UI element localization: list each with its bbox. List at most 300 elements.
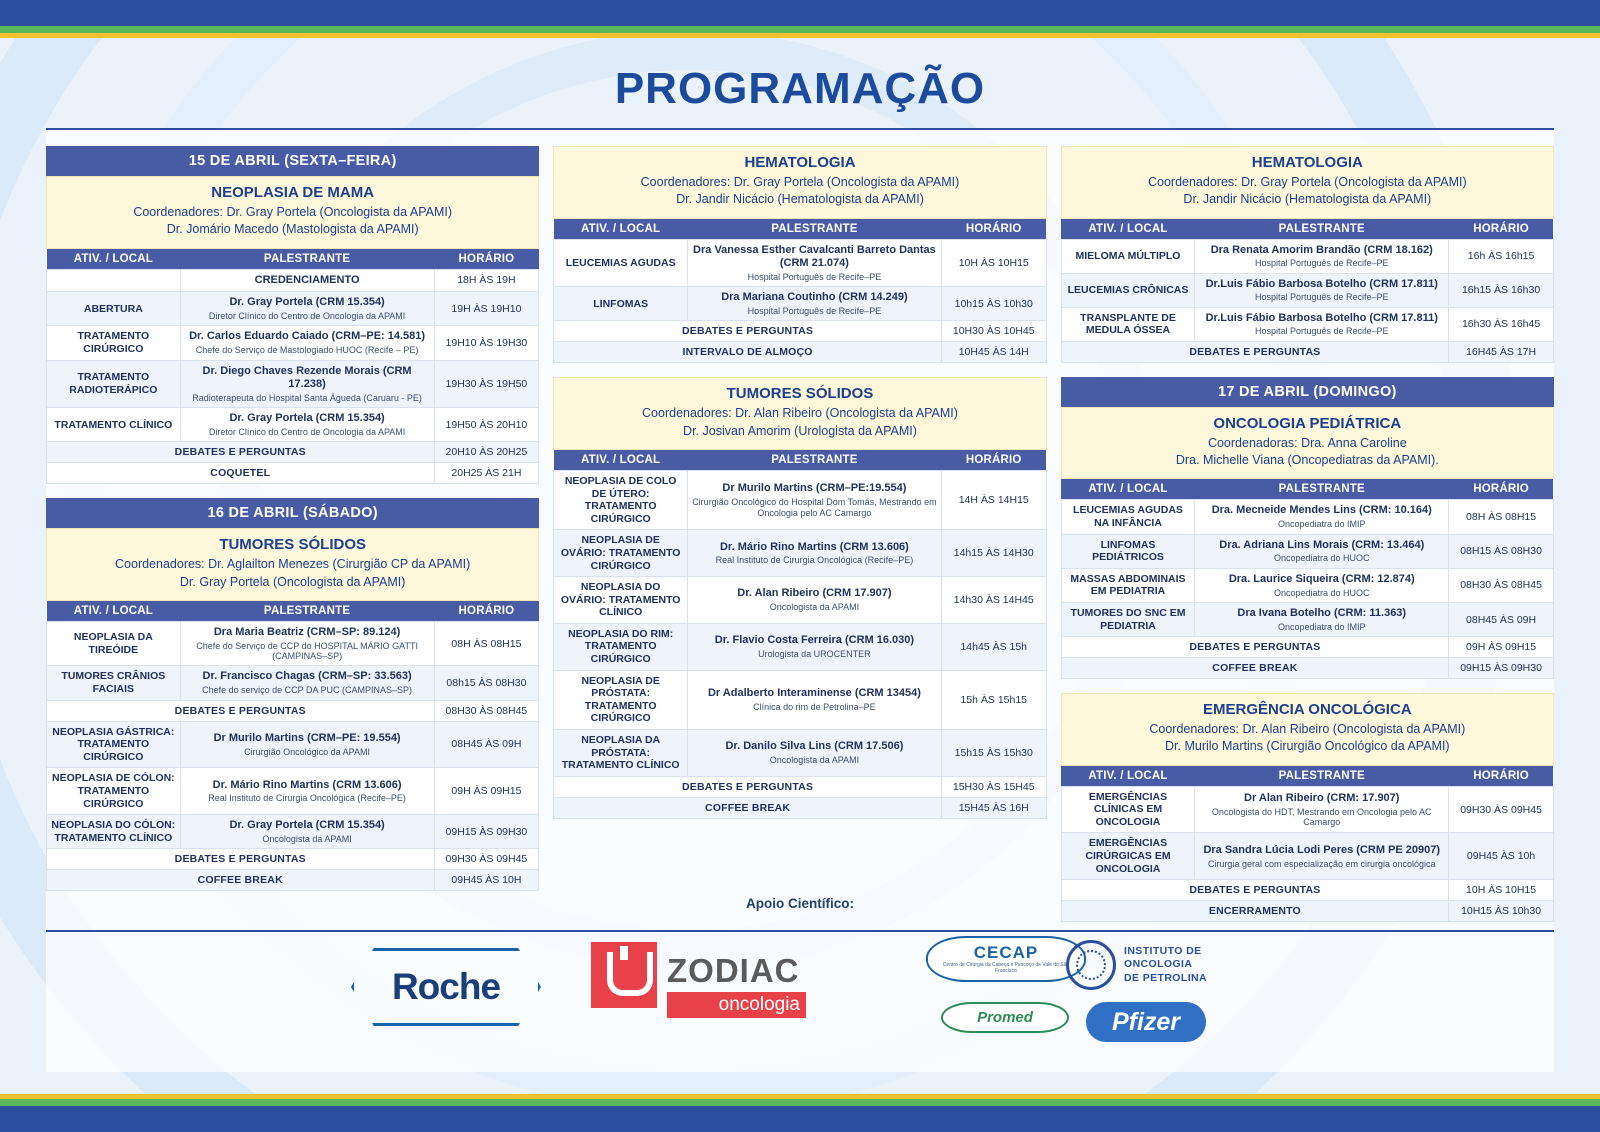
session-coordinator: Dra. Michelle Viana (Oncopediatras da APAMI).	[1175, 453, 1439, 468]
zodiac-label: ZODIAC	[667, 952, 800, 989]
table-row	[1061, 833, 1553, 880]
session-title: ONCOLOGIA PEDIÁTRICA	[1213, 414, 1402, 432]
table-row	[554, 287, 1046, 321]
column-header: ATIV. / LOCAL	[1061, 766, 1195, 787]
activity-label: DEBATES E PERGUNTAS	[47, 849, 435, 870]
column-header: ATIV. / LOCAL	[554, 450, 688, 471]
activity-local: LEUCEMIAS AGUDAS	[554, 239, 688, 287]
speaker-cell	[688, 470, 942, 529]
activity-label: COFFEE BREAK	[1061, 658, 1449, 679]
session-coordinator: Dr. Josivan Amorim (Urologista da APAMI)	[683, 423, 917, 438]
table-row	[47, 815, 539, 849]
column-header: ATIV. / LOCAL	[47, 601, 181, 622]
column-header: HORÁRIO	[941, 219, 1046, 240]
speaker-cell	[1195, 833, 1449, 880]
table-row	[554, 730, 1046, 777]
activity-local: NEOPLASIA DA TIREÓIDE	[47, 621, 181, 665]
schedule-table	[553, 219, 1046, 364]
speaker-affiliation: Hospital Português de Recife–PE	[1254, 326, 1389, 337]
speaker-affiliation: Radioterapeuta do Hospital Santa Águeda (Caruaru - PE)	[192, 393, 422, 404]
table-header-row	[1061, 219, 1553, 240]
table-row	[47, 721, 539, 768]
speaker-cell	[180, 768, 434, 815]
speaker-name: Dr. Alan Ribeiro (CRM 17.907)	[737, 587, 892, 600]
column-header: PALESTRANTE	[1195, 766, 1449, 787]
session-title: TUMORES SÓLIDOS	[219, 536, 366, 554]
speaker-cell	[180, 269, 434, 292]
session-coordinator: Coordenadores: Dr. Gray Portela (Oncologista da APAMI)	[640, 175, 960, 189]
table-row	[47, 700, 539, 721]
iop-ring-icon	[1066, 940, 1116, 990]
column-header: PALESTRANTE	[1195, 479, 1449, 500]
activity-local: NEOPLASIA DE PRÓSTATA: TRATAMENTO CIRÚRGICO	[554, 670, 688, 729]
time-slot: 14h15 ÀS 14H30	[941, 530, 1046, 577]
table-row	[47, 768, 539, 815]
activity-local: MASSAS ABDOMINAIS EM PEDIATRIA	[1061, 568, 1195, 602]
sponsors-label: Apoio Científico:	[746, 896, 854, 911]
spacer	[1061, 679, 1554, 693]
speaker-name: Dr Adalberto Interaminense (CRM 13454)	[707, 687, 921, 700]
speaker-affiliation: Diretor Clínico do Centro de Oncologia da APAMI	[208, 311, 406, 321]
speaker-cell	[180, 666, 434, 700]
speaker-affiliation: Chefe do serviço de CCP DA PUC (CAMPINAS–SP)	[202, 685, 413, 696]
speaker-affiliation: Cirurgia geral com especialização em cirurgia oncológica	[1207, 858, 1436, 869]
session-header	[1061, 146, 1554, 219]
activity-local: TRATAMENTO CIRÚRGICO	[47, 326, 181, 360]
speaker-name: Dr. Carlos Eduardo Caiado (CRM–PE: 14.581)	[189, 330, 426, 343]
activity-label: DEBATES E PERGUNTAS	[47, 442, 435, 463]
time-slot: 10H ÀS 10H15	[941, 239, 1046, 287]
time-slot: 19H10 ÀS 19H30	[434, 326, 539, 360]
table-row	[1061, 239, 1553, 273]
activity-local: LINFOMAS	[554, 287, 688, 321]
speaker-cell	[688, 730, 942, 777]
speaker-cell	[1195, 273, 1449, 307]
time-slot: 19H50 ÀS 20H10	[434, 408, 539, 442]
time-slot: 20H25 ÀS 21H	[434, 463, 539, 484]
speaker-name: Dr. Mário Rino Martins (CRM 13.606)	[719, 540, 909, 553]
table-row	[554, 776, 1046, 797]
column-header: PALESTRANTE	[180, 249, 434, 270]
time-slot: 08H15 ÀS 08H30	[1449, 534, 1554, 568]
session-coordinator: Coordenadores: Dr. Alan Ribeiro (Oncologista da APAMI)	[642, 406, 958, 421]
column-header: ATIV. / LOCAL	[1061, 219, 1195, 240]
session-coordinator: Coordenadoras: Dra. Anna Caroline	[1207, 435, 1407, 450]
session-title: NEOPLASIA DE MAMA	[211, 184, 375, 201]
speaker-cell	[180, 621, 434, 665]
session-header	[553, 146, 1046, 219]
activity-local	[47, 269, 181, 292]
bottom-stripe-green	[0, 1099, 1600, 1106]
table-row	[47, 621, 539, 665]
column-header: ATIV. / LOCAL	[1061, 479, 1195, 500]
time-slot: 08h15 ÀS 08H30	[434, 666, 539, 700]
promed-oval-icon	[941, 1002, 1069, 1033]
speaker-name: Dra Vanessa Esther Cavalcanti Barreto Dantas (CRM 21.074)	[693, 243, 936, 270]
speaker-name: Dra. Mecneide Mendes Lins (CRM: 10.164)	[1211, 504, 1432, 517]
schedule-table	[46, 601, 539, 891]
session-header	[553, 377, 1046, 450]
roche-logo	[351, 948, 541, 1026]
schedule-column	[553, 146, 1046, 922]
column-header: ATIV. / LOCAL	[554, 219, 688, 240]
spacer	[1061, 363, 1554, 377]
speaker-affiliation: Diretor Clínico do Centro de Oncologia da APAMI	[208, 427, 406, 438]
activity-local: NEOPLASIA DO RIM: TRATAMENTO CIRÚRGICO	[554, 623, 688, 670]
speaker-name: Dr. Mário Rino Martins (CRM 13.606)	[212, 778, 402, 791]
time-slot: 08H45 ÀS 09H	[1449, 602, 1554, 636]
speaker-cell	[1195, 568, 1449, 602]
schedule-table	[46, 249, 539, 485]
speaker-cell	[180, 815, 434, 849]
session-coordinator: Dr. Jandir Nicácio (Hematologista da APAMI)	[676, 192, 924, 207]
session-coordinator: Dr. Gray Portela (Oncologista da APAMI)	[179, 574, 406, 589]
activity-label: DEBATES E PERGUNTAS	[1061, 637, 1449, 658]
speaker-affiliation: Hospital Português de Recife–PE	[1254, 292, 1389, 303]
table-row	[1061, 786, 1553, 833]
activity-local: LEUCEMIAS AGUDAS NA INFÂNCIA	[1061, 500, 1195, 534]
time-slot: 09H15 ÀS 09H30	[434, 815, 539, 849]
activity-label: ENCERRAMENTO	[1061, 901, 1449, 922]
column-header: HORÁRIO	[941, 450, 1046, 471]
column-header: HORÁRIO	[1449, 479, 1554, 500]
time-slot: 08H30 ÀS 08H45	[1449, 568, 1554, 602]
column-header: PALESTRANTE	[180, 601, 434, 622]
speaker-name: Dr. Flavio Costa Ferreira (CRM 16.030)	[714, 634, 915, 647]
time-slot: 09H15 ÀS 09H30	[1449, 658, 1554, 679]
session-coordinator: Dr. Murilo Martins (Cirurgião Oncológico da APAMI)	[1165, 739, 1450, 754]
session-title: HEMATOLOGIA	[744, 154, 856, 171]
session-coordinator: Coordenadores: Dr. Aglailton Menezes (Cirurgião CP da APAMI)	[115, 557, 471, 572]
table-row	[47, 870, 539, 891]
column-header: PALESTRANTE	[1195, 219, 1449, 240]
cecap-oval-icon	[926, 936, 1086, 982]
speaker-affiliation: Oncopediatra do HUOC	[1273, 587, 1370, 598]
activity-label: DEBATES E PERGUNTAS	[554, 321, 942, 342]
speaker-name: Dr.Luis Fábio Barbosa Botelho (CRM 17.811)	[1205, 311, 1438, 324]
schedule-column	[46, 146, 539, 922]
speaker-cell	[1195, 534, 1449, 568]
time-slot: 09H45 ÀS 10H	[434, 870, 539, 891]
time-slot: 10H30 ÀS 10H45	[941, 321, 1046, 342]
time-slot: 18H ÀS 19H	[434, 269, 539, 292]
table-row	[1061, 568, 1553, 602]
column-header: HORÁRIO	[1449, 219, 1554, 240]
speaker-affiliation: Real Instituto de Cirurgia Oncológica (Recife–PE)	[715, 555, 914, 566]
speaker-affiliation: Oncopediatra do HUOC	[1273, 553, 1370, 564]
time-slot: 09H ÀS 09H15	[434, 768, 539, 815]
speaker-affiliation: Oncopediatra do IMIP	[1277, 519, 1366, 530]
activity-local: MIELOMA MÚLTIPLO	[1061, 239, 1195, 273]
time-slot: 10H15 ÀS 10h30	[1449, 901, 1554, 922]
roche-label: Roche	[391, 966, 501, 1007]
table-row	[47, 849, 539, 870]
cecap-logo	[926, 936, 1086, 982]
zodiac-sublabel: oncologia	[667, 992, 806, 1018]
speaker-affiliation: Clínica do rim de Petrolina–PE	[753, 702, 876, 713]
time-slot: 20H10 ÀS 20H25	[434, 442, 539, 463]
speaker-name: Dr Murilo Martins (CRM–PE:19.554)	[722, 482, 907, 495]
time-slot: 08H45 ÀS 09H	[434, 721, 539, 768]
session-coordinator: Coordenadores: Dr. Gray Portela (Oncologista da APAMI)	[1147, 175, 1467, 189]
day-header: 16 DE ABRIL (SÁBADO)	[46, 498, 539, 528]
activity-local: TRANSPLANTE DE MEDULA ÓSSEA	[1061, 307, 1195, 341]
speaker-cell	[688, 670, 942, 729]
schedule-table	[1061, 479, 1554, 679]
schedule-table	[553, 450, 1046, 819]
time-slot: 09H30 ÀS 09H45	[1449, 786, 1554, 833]
activity-local: NEOPLASIA DE COLO DE ÚTERO: TRATAMENTO CIRÚRGICO	[554, 470, 688, 529]
speaker-affiliation: Cirurgião Oncológico da APAMI	[244, 746, 371, 757]
activity-local: NEOPLASIA DO OVÁRIO: TRATAMENTO CLÍNICO	[554, 577, 688, 624]
speaker-affiliation: Oncologista do HDT, Mestrando em Oncologia pelo AC Camargo	[1211, 806, 1432, 827]
bottom-bar	[0, 1106, 1600, 1132]
activity-local: TRATAMENTO CLÍNICO	[47, 408, 181, 442]
speaker-affiliation: Oncopediatra do IMIP	[1277, 621, 1366, 632]
time-slot: 09H30 ÀS 09H45	[434, 849, 539, 870]
table-row	[47, 442, 539, 463]
table-row	[554, 797, 1046, 818]
table-row	[554, 670, 1046, 729]
time-slot: 15h ÀS 15h15	[941, 670, 1046, 729]
promed-label: Promed	[977, 1009, 1033, 1026]
spacer	[46, 484, 539, 498]
table-row	[554, 321, 1046, 342]
speaker-cell	[1195, 500, 1449, 534]
session-title: HEMATOLOGIA	[1251, 154, 1363, 171]
schedule-column	[1061, 146, 1554, 922]
table-row	[47, 666, 539, 700]
table-row	[1061, 602, 1553, 636]
table-row	[554, 470, 1046, 529]
top-stripe-green	[0, 26, 1600, 33]
time-slot: 08H ÀS 08H15	[434, 621, 539, 665]
column-header: PALESTRANTE	[688, 219, 942, 240]
table-row	[554, 342, 1046, 363]
time-slot: 15H30 ÀS 15H45	[941, 776, 1046, 797]
time-slot: 08H30 ÀS 08H45	[434, 700, 539, 721]
activity-label: DEBATES E PERGUNTAS	[1061, 880, 1449, 901]
activity-local: EMERGÊNCIAS CLÍNICAS EM ONCOLOGIA	[1061, 786, 1195, 833]
time-slot: 19H ÀS 19H10	[434, 292, 539, 326]
time-slot: 10h15 ÀS 10h30	[941, 287, 1046, 321]
iop-ring-inner	[1076, 950, 1106, 980]
instituto-oncologia-petrolina-logo	[1066, 940, 1286, 990]
table-row	[554, 577, 1046, 624]
table-header-row	[47, 601, 539, 622]
speaker-affiliation: Oncologista da APAMI	[769, 602, 860, 613]
iop-label	[1124, 945, 1207, 984]
activity-label: DEBATES E PERGUNTAS	[554, 776, 942, 797]
top-bar	[0, 0, 1600, 26]
speaker-name: Dra Mariana Coutinho (CRM 14.249)	[721, 291, 908, 304]
table-row	[554, 530, 1046, 577]
activity-label: DEBATES E PERGUNTAS	[47, 700, 435, 721]
time-slot: 19H30 ÀS 19H50	[434, 360, 539, 408]
speaker-affiliation: Cirurgião Oncológico do Hospital Dom Tomás, Mestrando em Oncologia pelo AC Camargo	[692, 497, 937, 518]
table-row	[47, 360, 539, 408]
speaker-affiliation: Oncologista da APAMI	[769, 755, 860, 766]
speaker-name: Dra Ivana Botelho (CRM: 11.363)	[1237, 606, 1407, 619]
time-slot: 16h30 ÀS 16h45	[1449, 307, 1554, 341]
session-title: TUMORES SÓLIDOS	[726, 385, 874, 403]
speaker-name: CREDENCIAMENTO	[254, 273, 360, 286]
zodiac-mark-icon	[591, 942, 657, 1008]
table-row	[1061, 500, 1553, 534]
session-title: EMERGÊNCIA ONCOLÓGICA	[1203, 701, 1412, 719]
column-header: ATIV. / LOCAL	[47, 249, 181, 270]
speaker-cell	[1195, 239, 1449, 273]
activity-label: COFFEE BREAK	[554, 797, 942, 818]
table-row	[1061, 658, 1553, 679]
speaker-cell	[180, 292, 434, 326]
time-slot: 14h30 ÀS 14H45	[941, 577, 1046, 624]
day-header: 15 DE ABRIL (SEXTA–FEIRA)	[46, 146, 539, 176]
time-slot: 16h ÀS 16h15	[1449, 239, 1554, 273]
table-row	[47, 326, 539, 360]
session-coordinator: Dr. Jomário Macedo (Mastologista da APAMI)	[166, 222, 419, 237]
column-header: HORÁRIO	[434, 249, 539, 270]
speaker-affiliation: Chefe do Serviço de CCP do HOSPITAL MÁRIO GATTI (CAMPINAS–SP)	[196, 640, 418, 662]
table-row	[554, 239, 1046, 287]
time-slot: 16h15 ÀS 16h30	[1449, 273, 1554, 307]
activity-local: NEOPLASIA DO CÓLON: TRATAMENTO CLÍNICO	[47, 815, 181, 849]
cecap-sublabel: Centro de Cirurgia da Cabeça e Pescoço de Vale do São Francisco	[942, 962, 1070, 974]
speaker-cell	[1195, 307, 1449, 341]
time-slot: 14H ÀS 14H15	[941, 470, 1046, 529]
speaker-cell	[180, 408, 434, 442]
column-header: PALESTRANTE	[688, 450, 942, 471]
iop-line-3: DE PETROLINA	[1124, 971, 1207, 984]
table-header-row	[47, 249, 539, 270]
time-slot: 08H ÀS 08H15	[1449, 500, 1554, 534]
zodiac-u-shape	[607, 952, 653, 996]
speaker-cell	[1195, 602, 1449, 636]
activity-label: COFFEE BREAK	[47, 870, 435, 891]
speaker-name: Dr. Francisco Chagas (CRM–SP: 33.563)	[202, 670, 412, 683]
speaker-cell	[688, 623, 942, 670]
session-header	[1061, 407, 1554, 480]
activity-local: LEUCEMIAS CRÔNICAS	[1061, 273, 1195, 307]
speaker-name: Dr.Luis Fábio Barbosa Botelho (CRM 17.811)	[1205, 277, 1438, 290]
speaker-name: Dra Renata Amorim Brandão (CRM 18.162)	[1210, 243, 1433, 256]
table-header-row	[554, 450, 1046, 471]
speaker-name: Dr. Danilo Silva Lins (CRM 17.506)	[725, 740, 904, 753]
speaker-affiliation: Chefe do Serviço de Mastologiado HUOC (Recife – PE)	[195, 345, 419, 356]
activity-local: ABERTURA	[47, 292, 181, 326]
time-slot: 16H45 ÀS 17H	[1449, 341, 1554, 362]
time-slot: 10H45 ÀS 14H	[941, 342, 1046, 363]
activity-local: NEOPLASIA DA PRÓSTATA: TRATAMENTO CLÍNICO	[554, 730, 688, 777]
iop-line-2: ONCOLOGIA	[1124, 958, 1193, 971]
session-coordinator: Coordenadores: Dr. Gray Portela (Oncologista da APAMI)	[133, 205, 452, 219]
activity-local: LINFOMAS PEDIÁTRICOS	[1061, 534, 1195, 568]
session-header	[1061, 693, 1554, 766]
speaker-name: Dr. Diego Chaves Rezende Morais (CRM 17.238)	[202, 364, 412, 391]
speaker-affiliation: Hospital Português de Recife–PE	[1254, 258, 1389, 269]
time-slot: 09H45 ÀS 10h	[1449, 833, 1554, 880]
speaker-cell	[688, 577, 942, 624]
session-coordinator: Dr. Jandir Nicácio (Hematologista da APAMI)	[1183, 192, 1432, 207]
sponsors-row	[46, 930, 1554, 1070]
speaker-name: Dra Sandra Lúcia Lodi Peres (CRM PE 20907)	[1203, 843, 1441, 856]
time-slot: 10H ÀS 10H15	[1449, 880, 1554, 901]
table-row	[1061, 637, 1553, 658]
activity-local: NEOPLASIA GÁSTRICA: TRATAMENTO CIRÚRGICO	[47, 721, 181, 768]
spacer	[553, 363, 1046, 377]
session-coordinator: Coordenadores: Dr. Alan Ribeiro (Oncologista da APAMI)	[1149, 722, 1466, 737]
activity-label: INTERVALO DE ALMOÇO	[554, 342, 942, 363]
activity-local: TUMORES DO SNC EM PEDIATRIA	[1061, 602, 1195, 636]
speaker-name: Dr. Gray Portela (CRM 15.354)	[229, 296, 385, 309]
speaker-name: Dra. Laurice Siqueira (CRM: 12.874)	[1228, 572, 1415, 585]
divider-top	[46, 128, 1554, 130]
time-slot: 14h45 ÀS 15h	[941, 623, 1046, 670]
top-stripe-yellow	[0, 33, 1600, 38]
table-row	[1061, 307, 1553, 341]
table-row	[47, 463, 539, 484]
activity-local: EMERGÊNCIAS CIRÚRGICAS EM ONCOLOGIA	[1061, 833, 1195, 880]
speaker-name: Dr. Gray Portela (CRM 15.354)	[229, 819, 385, 832]
speaker-affiliation: Real Instituto de Cirurgia Oncológica (Recife–PE)	[208, 793, 406, 804]
table-row	[47, 292, 539, 326]
table-row	[1061, 273, 1553, 307]
time-slot: 09H ÀS 09H15	[1449, 637, 1554, 658]
table-header-row	[554, 219, 1046, 240]
table-header-row	[1061, 766, 1553, 787]
time-slot: 15H45 ÀS 16H	[941, 797, 1046, 818]
table-row	[1061, 534, 1553, 568]
speaker-affiliation: Hospital Português de Recife–PE	[747, 306, 882, 317]
table-row	[554, 623, 1046, 670]
activity-local: NEOPLASIA DE CÓLON: TRATAMENTO CIRÚRGICO	[47, 768, 181, 815]
page-title: PROGRAMAÇÃO	[614, 64, 986, 113]
speaker-cell	[688, 287, 942, 321]
speaker-name: Dr. Gray Portela (CRM 15.354)	[229, 412, 385, 425]
speaker-affiliation: Oncologista da APAMI	[262, 833, 352, 844]
speaker-affiliation: Urologista da UROCENTER	[758, 648, 871, 659]
speaker-name: Dr Alan Ribeiro (CRM: 17.907)	[1244, 791, 1400, 804]
speaker-cell	[180, 360, 434, 408]
schedule-table	[1061, 219, 1554, 363]
column-header: HORÁRIO	[1449, 766, 1554, 787]
speaker-name: Dra. Adriana Lins Morais (CRM: 13.464)	[1219, 538, 1425, 551]
column-header: HORÁRIO	[434, 601, 539, 622]
speaker-cell	[688, 530, 942, 577]
pfizer-logo: Pfizer	[1086, 1002, 1206, 1042]
table-header-row	[1061, 479, 1553, 500]
speaker-cell	[180, 326, 434, 360]
activity-local: NEOPLASIA DE OVÁRIO: TRATAMENTO CIRÚRGICO	[554, 530, 688, 577]
session-header	[46, 176, 539, 249]
cecap-label: CECAP	[973, 943, 1039, 962]
activity-local: TRATAMENTO RADIOTERÁPICO	[47, 360, 181, 408]
speaker-name: Dr Murilo Martins (CRM–PE: 19.554)	[213, 731, 401, 744]
activity-local: TUMORES CRÂNIOS FACIAIS	[47, 666, 181, 700]
speaker-affiliation: Hospital Português de Recife–PE	[747, 272, 882, 282]
zodiac-logo	[591, 942, 806, 1034]
session-header	[46, 528, 539, 601]
speaker-cell	[1195, 786, 1449, 833]
schedule-columns	[46, 146, 1554, 922]
day-header: 17 DE ABRIL (DOMINGO)	[1061, 377, 1554, 407]
table-row	[47, 269, 539, 292]
table-row	[1061, 341, 1553, 362]
speaker-name: Dra Maria Beatriz (CRM–SP: 89.124)	[213, 625, 401, 638]
promed-logo	[941, 1002, 1069, 1033]
activity-label: COQUETEL	[47, 463, 435, 484]
iop-line-1: INSTITUTO DE	[1124, 945, 1202, 958]
